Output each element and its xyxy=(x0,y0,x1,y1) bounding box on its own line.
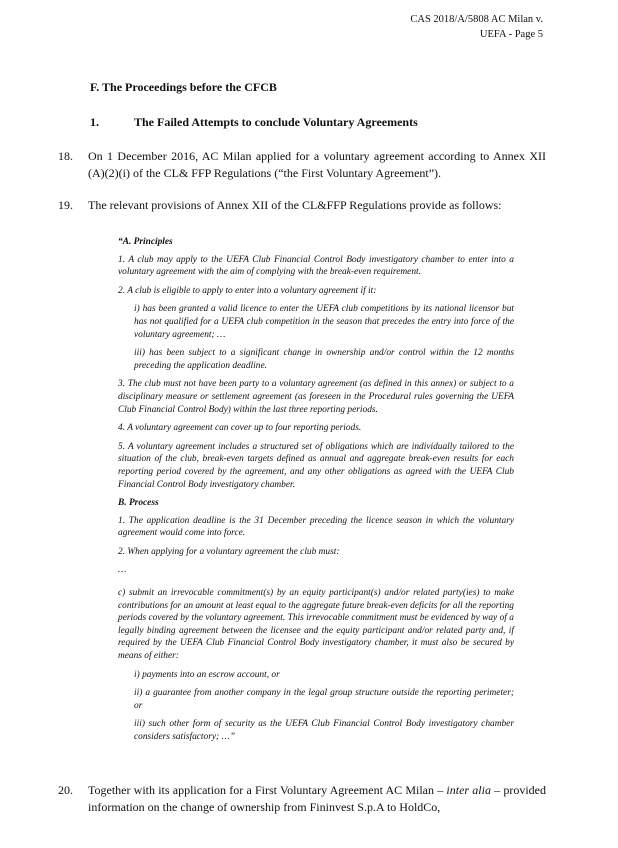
paragraph-19 xyxy=(58,197,546,214)
principle-5: 5. A voluntary agreement includes a structured set of obligations which are individually tailored to the situation of the club, break-even targets defined as annual and aggregate break-even results for each reporting period covered by the agreement, and any other obligations as agreed with the UEFA Club Financial Control Body investigatory chamber. xyxy=(118,441,514,490)
security-option-i: i) payments into an escrow account, or xyxy=(134,669,280,680)
principle-3: 3. The club must not have been party to a voluntary agreement (as defined in this annex) or subject to a disciplinary measure or settlement agreement (as foreseen in the Procedural rules governing the UEFA Club Financial Control Body) within the last three reporting periods. xyxy=(118,379,514,415)
subsection-title: The Failed Attempts to conclude Voluntary Agreements xyxy=(134,115,418,129)
paragraph-18 xyxy=(58,148,546,181)
paragraph-number: 19. xyxy=(58,198,73,212)
paragraph-number: 18. xyxy=(58,149,73,163)
process-1: 1. The application deadline is the 31 December preceding the licence season in which the voluntary agreement would come into force. xyxy=(118,515,514,539)
paragraph-number: 20. xyxy=(58,783,73,797)
header-case-line: CAS 2018/A/5808 AC Milan v. xyxy=(410,14,543,25)
principle-2-iii: iii) has been subject to a significant change in ownership and/or control within the 12 months preceding the application deadline. xyxy=(134,348,514,371)
paragraph-text xyxy=(88,782,546,815)
paragraph-20 xyxy=(58,782,546,815)
principle-1: 1. A club may apply to the UEFA Club Financial Control Body investigatory chamber to enter into a voluntary agreement with the aim of complying with the break-even requirement. xyxy=(118,254,514,278)
principle-2: 2. A club is eligible to apply to enter into a voluntary agreement if it: xyxy=(118,285,377,296)
process-2: 2. When applying for a voluntary agreement the club must: xyxy=(118,546,340,557)
quoted-regulation xyxy=(118,236,514,750)
paragraph-text-part: – provided information on the change of ownership from Fininvest S.p.A to HoldCo, xyxy=(88,783,547,814)
inter-alia-italic: inter alia xyxy=(446,783,491,797)
paragraph-text: On 1 December 2016, AC Milan applied for a voluntary agreement according to Annex XII (A)(2)(i) of the CL& FFP Regulations (“the First Voluntary Agreement”). xyxy=(88,149,546,180)
process-heading: B. Process xyxy=(118,498,159,509)
process-2-c: c) submit an irrevocable commitment(s) by an equity participant(s) and/or related party(ies) to make contributions for an amount at least equal to the aggregate future break-even deficits for all the reporting periods covered by the voluntary agreement. This irrevocable commitment must be evidenced by way of a legally binding agreement between the licensee and the equity participant and/or related party and, if required by the UEFA Club Financial Control Body investigatory chamber, it must also be secured by means of either: xyxy=(118,588,514,662)
security-option-iii: iii) such other form of security as the UEFA Club Financial Control Body investigatory chamber considers satisfactory; …” xyxy=(134,719,514,742)
subsection-heading xyxy=(90,115,418,130)
paragraph-text-part: Together with its application for a First Voluntary Agreement AC Milan – xyxy=(88,783,447,797)
security-option-ii: ii) a guarantee from another company in the legal group structure outside the reporting perimeter; or xyxy=(134,688,514,711)
principles-heading: “A. Principles xyxy=(118,237,173,247)
principle-4: 4. A voluntary agreement can cover up to four reporting periods. xyxy=(118,423,362,434)
header-page-line: UEFA - Page 5 xyxy=(479,29,543,40)
page-header xyxy=(410,12,543,42)
section-title: F. The Proceedings before the CFCB xyxy=(90,80,277,94)
ellipsis: … xyxy=(118,565,127,576)
principle-2-i: i) has been granted a valid licence to enter the UEFA club competitions by its national licensor but has not qualified for a UEFA club competition in the season that precedes the entry into force of the voluntary agreement; … xyxy=(134,304,514,340)
paragraph-text: The relevant provisions of Annex XII of the CL&FFP Regulations provide as follows: xyxy=(88,198,502,212)
subsection-number: 1. xyxy=(90,115,99,129)
